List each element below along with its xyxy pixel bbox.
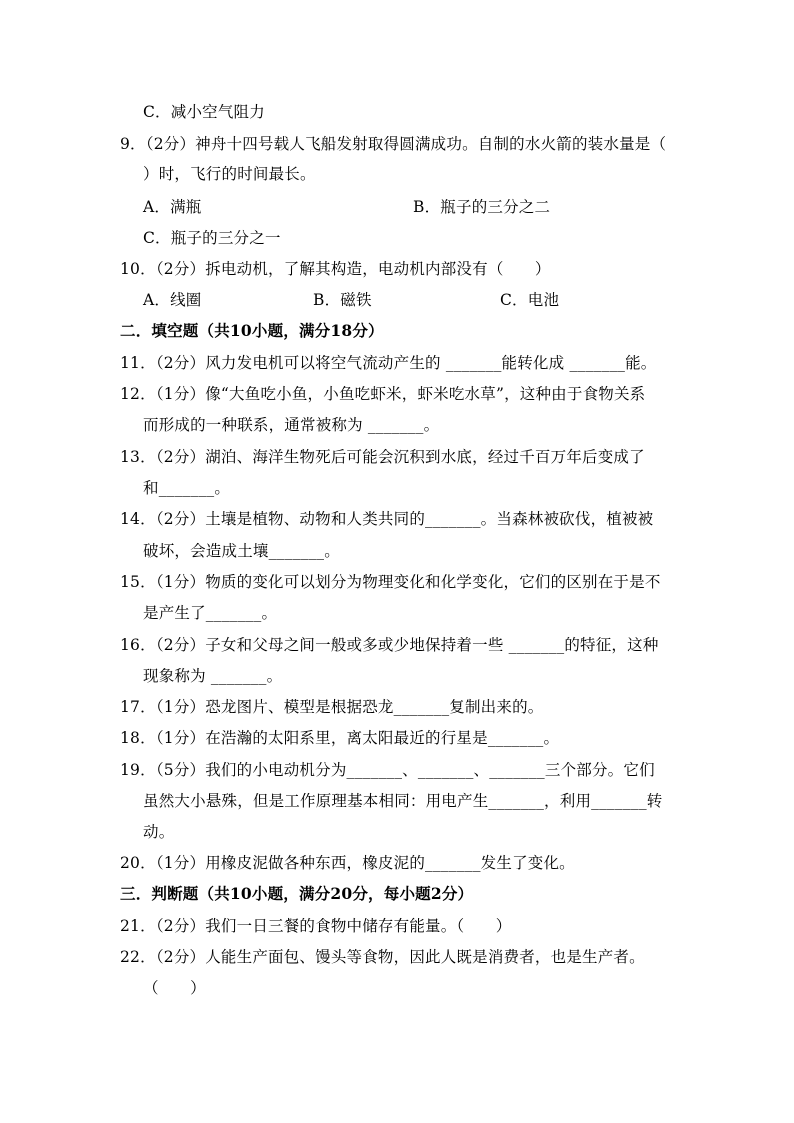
q9-option-a: A．满瓶 xyxy=(143,198,202,216)
q9-option-b: B．瓶子的三分之二 xyxy=(413,198,551,216)
q22-stem-line1: 22．（2分）人能生产面包、馒头等食物，因此人既是消费者，也是生产者。 xyxy=(120,948,645,966)
q10-option-c: C．电池 xyxy=(500,291,560,309)
q11-stem: 11．（2分）风力发电机可以将空气流动产生的 _______能转化成 _______能。 xyxy=(120,354,657,372)
q16-stem-line2: 现象称为 _______。 xyxy=(143,667,283,685)
q19-stem-line3: 动。 xyxy=(143,823,175,841)
q9-option-c: C．瓶子的三分之一 xyxy=(143,229,281,247)
q19-stem-line2: 虽然大小悬殊，但是工作原理基本相同：用电产生_______，利用_______转 xyxy=(143,792,663,810)
q10-option-a: A．线圈 xyxy=(143,291,202,309)
q8-option-c: C．减小空气阻力 xyxy=(143,103,265,121)
q14-stem-line2: 破坏，会造成土壤_______。 xyxy=(143,542,340,560)
q10-stem: 10．（2分）拆电动机，了解其构造，电动机内部没有（ ） xyxy=(120,260,551,278)
q12-stem-line2: 而形成的一种联系，通常被称为 _______。 xyxy=(143,416,440,434)
q18-stem: 18．（1分）在浩瀚的太阳系里，离太阳最近的行星是_______。 xyxy=(120,729,560,747)
q20-stem: 20．（1分）用橡皮泥做各种东西，橡皮泥的_______发生了变化。 xyxy=(120,854,575,872)
q14-stem-line1: 14．（2分）土壤是植物、动物和人类共同的_______。当森林被砍伐，植被被 xyxy=(120,510,654,528)
q15-stem-line2: 是产生了_______。 xyxy=(143,604,278,622)
q21-stem: 21．（2分）我们一日三餐的食物中储存有能量。（ ） xyxy=(120,917,512,935)
q9-stem-line2: ）时，飞行的时间最长。 xyxy=(143,165,316,183)
section-3-heading: 三．判断题（共10小题，满分20分，每小题2分） xyxy=(120,884,474,903)
q10-option-b: B．磁铁 xyxy=(313,291,372,309)
q13-stem-line2: 和_______。 xyxy=(143,479,231,497)
q9-stem-line1: 9．（2分）神舟十四号载人飞船发射取得圆满成功。自制的水火箭的装水量是（ xyxy=(120,135,667,153)
q16-stem-line1: 16．（2分）子女和父母之间一般或多或少地保持着一些 _______的特征，这种 xyxy=(120,636,659,654)
q12-stem-line1: 12．（1分）像“大鱼吃小鱼，小鱼吃虾米，虾米吃水草”，这种由于食物关系 xyxy=(120,385,646,403)
section-2-heading: 二．填空题（共10小题，满分18分） xyxy=(120,321,384,340)
q22-stem-line2: （ ） xyxy=(143,979,206,997)
q15-stem-line1: 15．（1分）物质的变化可以划分为物理变化和化学变化，它们的区别在于是不 xyxy=(120,573,661,591)
q17-stem: 17．（1分）恐龙图片、模型是根据恐龙_______复制出来的。 xyxy=(120,698,544,716)
q19-stem-line1: 19．（5分）我们的小电动机分为_______、_______、_______三个部分。它们 xyxy=(120,761,655,779)
q13-stem-line1: 13．（2分）湖泊、海洋生物死后可能会沉积到水底，经过千百万年后变成了 xyxy=(120,448,645,466)
